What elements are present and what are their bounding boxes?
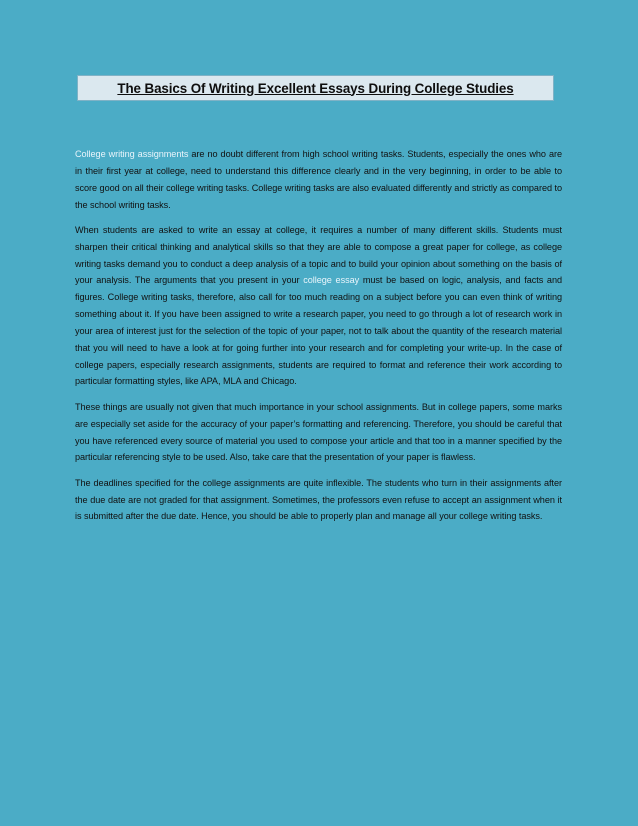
document-title: The Basics Of Writing Excellent Essays During College Studies bbox=[117, 80, 514, 96]
college-writing-assignments-link[interactable]: College writing assignments bbox=[75, 149, 189, 159]
document-body bbox=[75, 146, 562, 534]
paragraph-2-text-after: must be based on logic, analysis, and facts and figures. College writing tasks, therefore, also call for too much reading on a subject before you can even think of writing something about it. If you have been assigned to write a research paper, you need to go through a lot of research work in your area of interest just for the selection of the topic of your paper, not to talk about the quantity of the research material that you will need to have a look at for going further into your research and for completing your write-up. In the case of college papers, especially research assignments, students are required to format and reference their work according to particular formatting styles, like APA, MLA and Chicago. bbox=[75, 275, 563, 387]
title-banner bbox=[77, 75, 554, 101]
paragraph-1 bbox=[75, 146, 562, 213]
paragraph-1-text: are no doubt different from high school writing tasks. Students, especially the ones who are in their first year at college, need to understand this difference clearly and in the very beginning, in order to be able to score good on all their college writing tasks. College writing tasks are also evaluated differently and strictly as compared to the school writing tasks. bbox=[75, 149, 562, 210]
paragraph-4: The deadlines specified for the college assignments are quite inflexible. The students who turn in their assignments after the due date are not graded for that assignment. Sometimes, the professors even refuse to accept an assignment when it is submitted after the due date. Hence, you should be able to properly plan and manage all your college writing tasks. bbox=[75, 477, 562, 522]
paragraph-3: These things are usually not given that much importance in your school assignments. But in college papers, some marks are especially set aside for the accuracy of your paper’s formatting and referencing. Therefore, you should be careful that you have referenced every source of material you used to compose your article and that too in a manner specified by the particular referencing style to be used. Also, take care that the presentation of your paper is flawless. bbox=[75, 401, 562, 463]
college-essay-link[interactable]: college essay bbox=[303, 275, 360, 286]
paragraph-2-text-before: When students are asked to write an essay at college, it requires a number of many different skills. Students must sharpen their critical thinking and analytical skills so that they are able to compose a great paper for college, as college writing tasks demand you to conduct a deep analysis of a topic and to build your opinion about something on the basis of your analysis. The arguments that you present in your bbox=[75, 224, 562, 286]
paragraph-2 bbox=[75, 222, 562, 390]
